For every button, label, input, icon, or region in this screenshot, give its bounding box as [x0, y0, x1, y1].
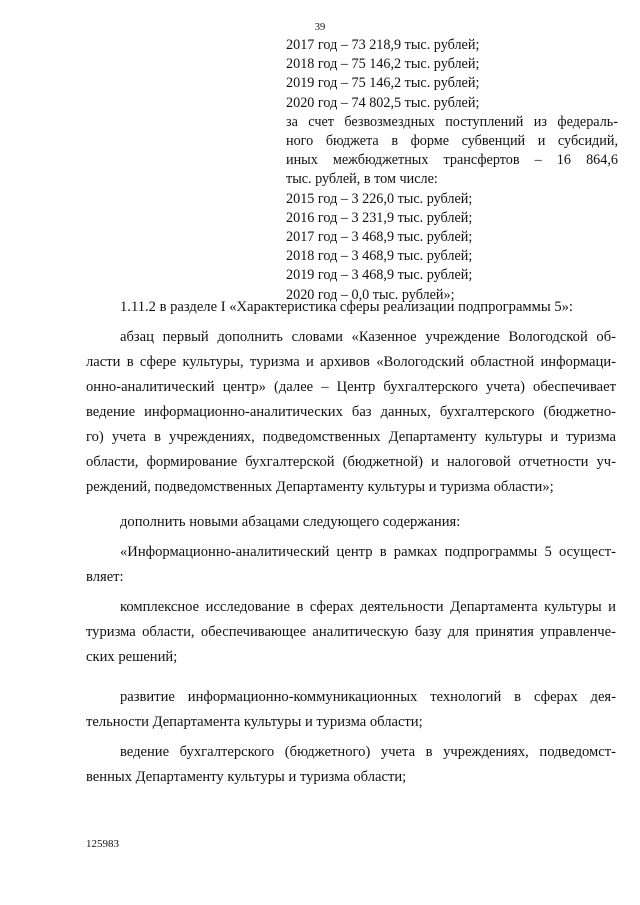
- paragraph-add-intro: [86, 510, 616, 535]
- paragraph-line: комплексное исследование в сферах деятельности Департамента культуры и: [120, 599, 616, 615]
- funding-block: [286, 36, 618, 305]
- federal-line: 2019 год – 3 468,9 тыс. рублей;: [286, 267, 473, 284]
- paragraph-line: го) учета в учреждениях, подведомственных Департаменту культуры и туризма: [86, 429, 616, 445]
- funding-line: 2018 год – 75 146,2 тыс. рублей;: [286, 56, 480, 73]
- paragraph-line: реждений, подведомственных Департаменту культуры и туризма области»;: [86, 479, 554, 495]
- paragraph-line: дополнить новыми абзацами следующего содержания:: [120, 514, 461, 530]
- federal-intro-line: иных межбюджетных трансфертов – 16 864,6: [286, 152, 618, 169]
- paragraph-line: венных Департаменту культуры и туризма области;: [86, 769, 407, 785]
- federal-line: 2017 год – 3 468,9 тыс. рублей;: [286, 229, 473, 246]
- paragraph-line: ласти в сфере культуры, туризма и архивов «Вологодский областной информаци-: [86, 354, 616, 370]
- federal-intro-line: тыс. рублей, в том числе:: [286, 171, 438, 188]
- paragraph-line: ских решений;: [86, 649, 178, 665]
- federal-line: 2020 год – 0,0 тыс. рублей»;: [286, 286, 455, 303]
- paragraph-line: туризма области, обеспечивающее аналитическую базу для принятия управленче-: [86, 624, 616, 640]
- paragraph-line: развитие информационно-коммуникационных технологий в сферах дея-: [120, 689, 616, 705]
- document-code: 125983: [86, 838, 119, 850]
- section-heading-line: 1.11.2 в разделе I «Характеристика сферы реализации подпрограммы 5»:: [120, 299, 573, 315]
- funding-line: 2019 год – 75 146,2 тыс. рублей;: [286, 75, 480, 92]
- paragraph-line: абзац первый дополнить словами «Казенное учреждение Вологодской об-: [120, 329, 616, 345]
- paragraph-research: [86, 595, 616, 670]
- federal-line: 2018 год – 3 468,9 тыс. рублей;: [286, 248, 473, 265]
- federal-line: 2015 год – 3 226,0 тыс. рублей;: [286, 190, 473, 207]
- paragraph-center-tasks: [86, 540, 616, 590]
- paragraph-line: тельности Департамента культуры и туризма области;: [86, 714, 423, 730]
- paragraph-accounting: [86, 740, 616, 790]
- page-number: 39: [314, 22, 326, 33]
- paragraph-amendment: [86, 325, 616, 500]
- federal-intro-line: за счет безвозмездных поступлений из федераль-: [286, 113, 618, 130]
- federal-line: 2016 год – 3 231,9 тыс. рублей;: [286, 209, 473, 226]
- paragraph-line: вляет:: [86, 569, 124, 585]
- paragraph-line: области, формирование бухгалтерской (бюджетной) и налоговой отчетности уч-: [86, 454, 616, 470]
- paragraph-it-development: [86, 685, 616, 735]
- section-heading: [86, 295, 616, 320]
- paragraph-line: «Информационно-аналитический центр в рамках подпрограммы 5 осущест-: [120, 544, 616, 560]
- federal-intro-line: ного бюджета в форме субвенций и субсидий,: [286, 133, 618, 150]
- funding-line: 2020 год – 74 802,5 тыс. рублей;: [286, 94, 480, 111]
- funding-line: 2017 год – 73 218,9 тыс. рублей;: [286, 37, 480, 53]
- paragraph-line: ведение бухгалтерского (бюджетного) учета в учреждениях, подведомст-: [120, 744, 616, 760]
- paragraph-line: ведение информационно-аналитических баз данных, бухгалтерского (бюджетно-: [86, 404, 616, 420]
- paragraph-line: онно-аналитический центр» (далее – Центр бухгалтерского учета) обеспечивает: [86, 379, 616, 395]
